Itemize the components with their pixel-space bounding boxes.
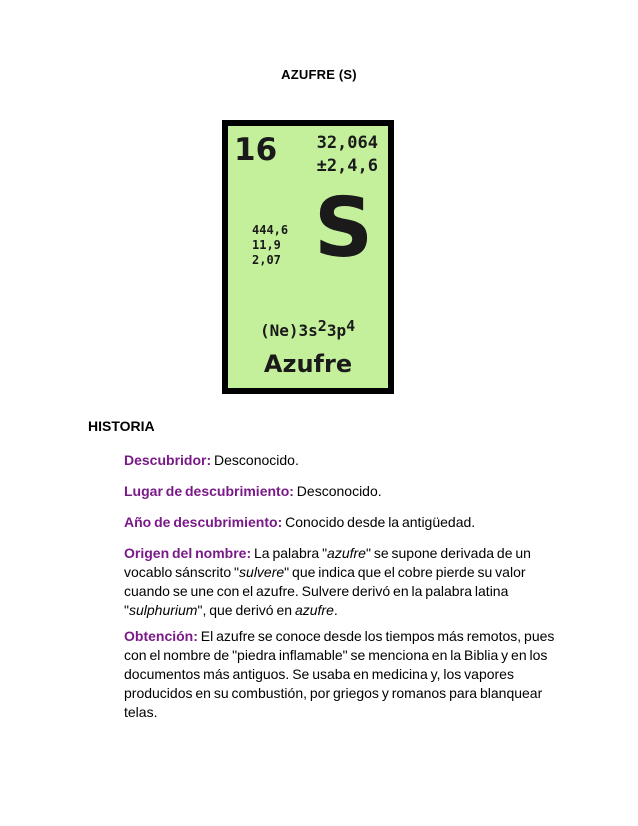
entry-label: Lugar de descubrimiento:	[124, 483, 294, 499]
entry-text: El azufre se conoce desde los tiempos más remotos, pues con el nombre de "piedra inflamable" se menciona en la Biblia y en los documentos más antiguos. Se usaba en medicina y, los vapores producidos en su combustión, por griegos y romanos para blanquear telas.	[124, 628, 555, 720]
config-p: 3p	[326, 321, 347, 340]
italic-term: sulvere	[239, 564, 285, 580]
entry-text: ", que derivó en	[197, 602, 295, 618]
config-s-exponent: 2	[317, 317, 327, 335]
entry-text: .	[333, 602, 338, 618]
element-symbol: S	[314, 181, 374, 276]
entry-anio-descubrimiento	[124, 513, 564, 532]
entry-text: " se supone derivada de un vocablo sánscrito "	[124, 545, 531, 580]
document-title: AZUFRE (S)	[281, 67, 357, 82]
element-properties	[252, 223, 288, 268]
entry-label: Descubridor:	[124, 452, 212, 468]
entry-text: Desconocido.	[211, 452, 299, 468]
entry-text: " que indica que el cobre pierde su valor cuando se une con el azufre. Sulvere derivó en la palabra latina "	[124, 564, 526, 618]
density: 2,07	[252, 253, 281, 267]
config-p-exponent: 4	[346, 317, 356, 335]
entry-text: Desconocido.	[293, 483, 382, 499]
entry-descubridor	[124, 451, 564, 470]
element-tile-face	[228, 126, 388, 388]
entry-label: Año de descubrimiento:	[124, 514, 283, 530]
config-core: (Ne)3s	[260, 321, 318, 340]
electron-configuration	[260, 317, 356, 340]
oxidation-states: ±2,4,6	[316, 156, 378, 176]
element-name: Azufre	[263, 350, 353, 378]
entry-text: Conocido desde la antigüedad.	[282, 514, 476, 530]
italic-term: azufre	[327, 545, 366, 561]
boiling-point: 444,6	[252, 223, 289, 237]
entry-text: La palabra "	[251, 545, 328, 561]
italic-term: azufre	[294, 602, 334, 618]
entry-lugar-descubrimiento	[124, 482, 564, 501]
entry-origen-nombre	[124, 544, 564, 620]
entry-obtencion	[124, 627, 564, 722]
italic-term: sulphurium	[128, 602, 198, 618]
element-tile	[222, 120, 394, 394]
atomic-mass: 32,064	[316, 133, 378, 153]
atomic-number: 16	[234, 132, 278, 168]
melting-point: 11,9	[252, 238, 281, 252]
entry-label: Origen del nombre:	[124, 545, 252, 561]
section-heading-historia: HISTORIA	[88, 418, 155, 434]
entry-label: Obtención:	[124, 628, 198, 644]
